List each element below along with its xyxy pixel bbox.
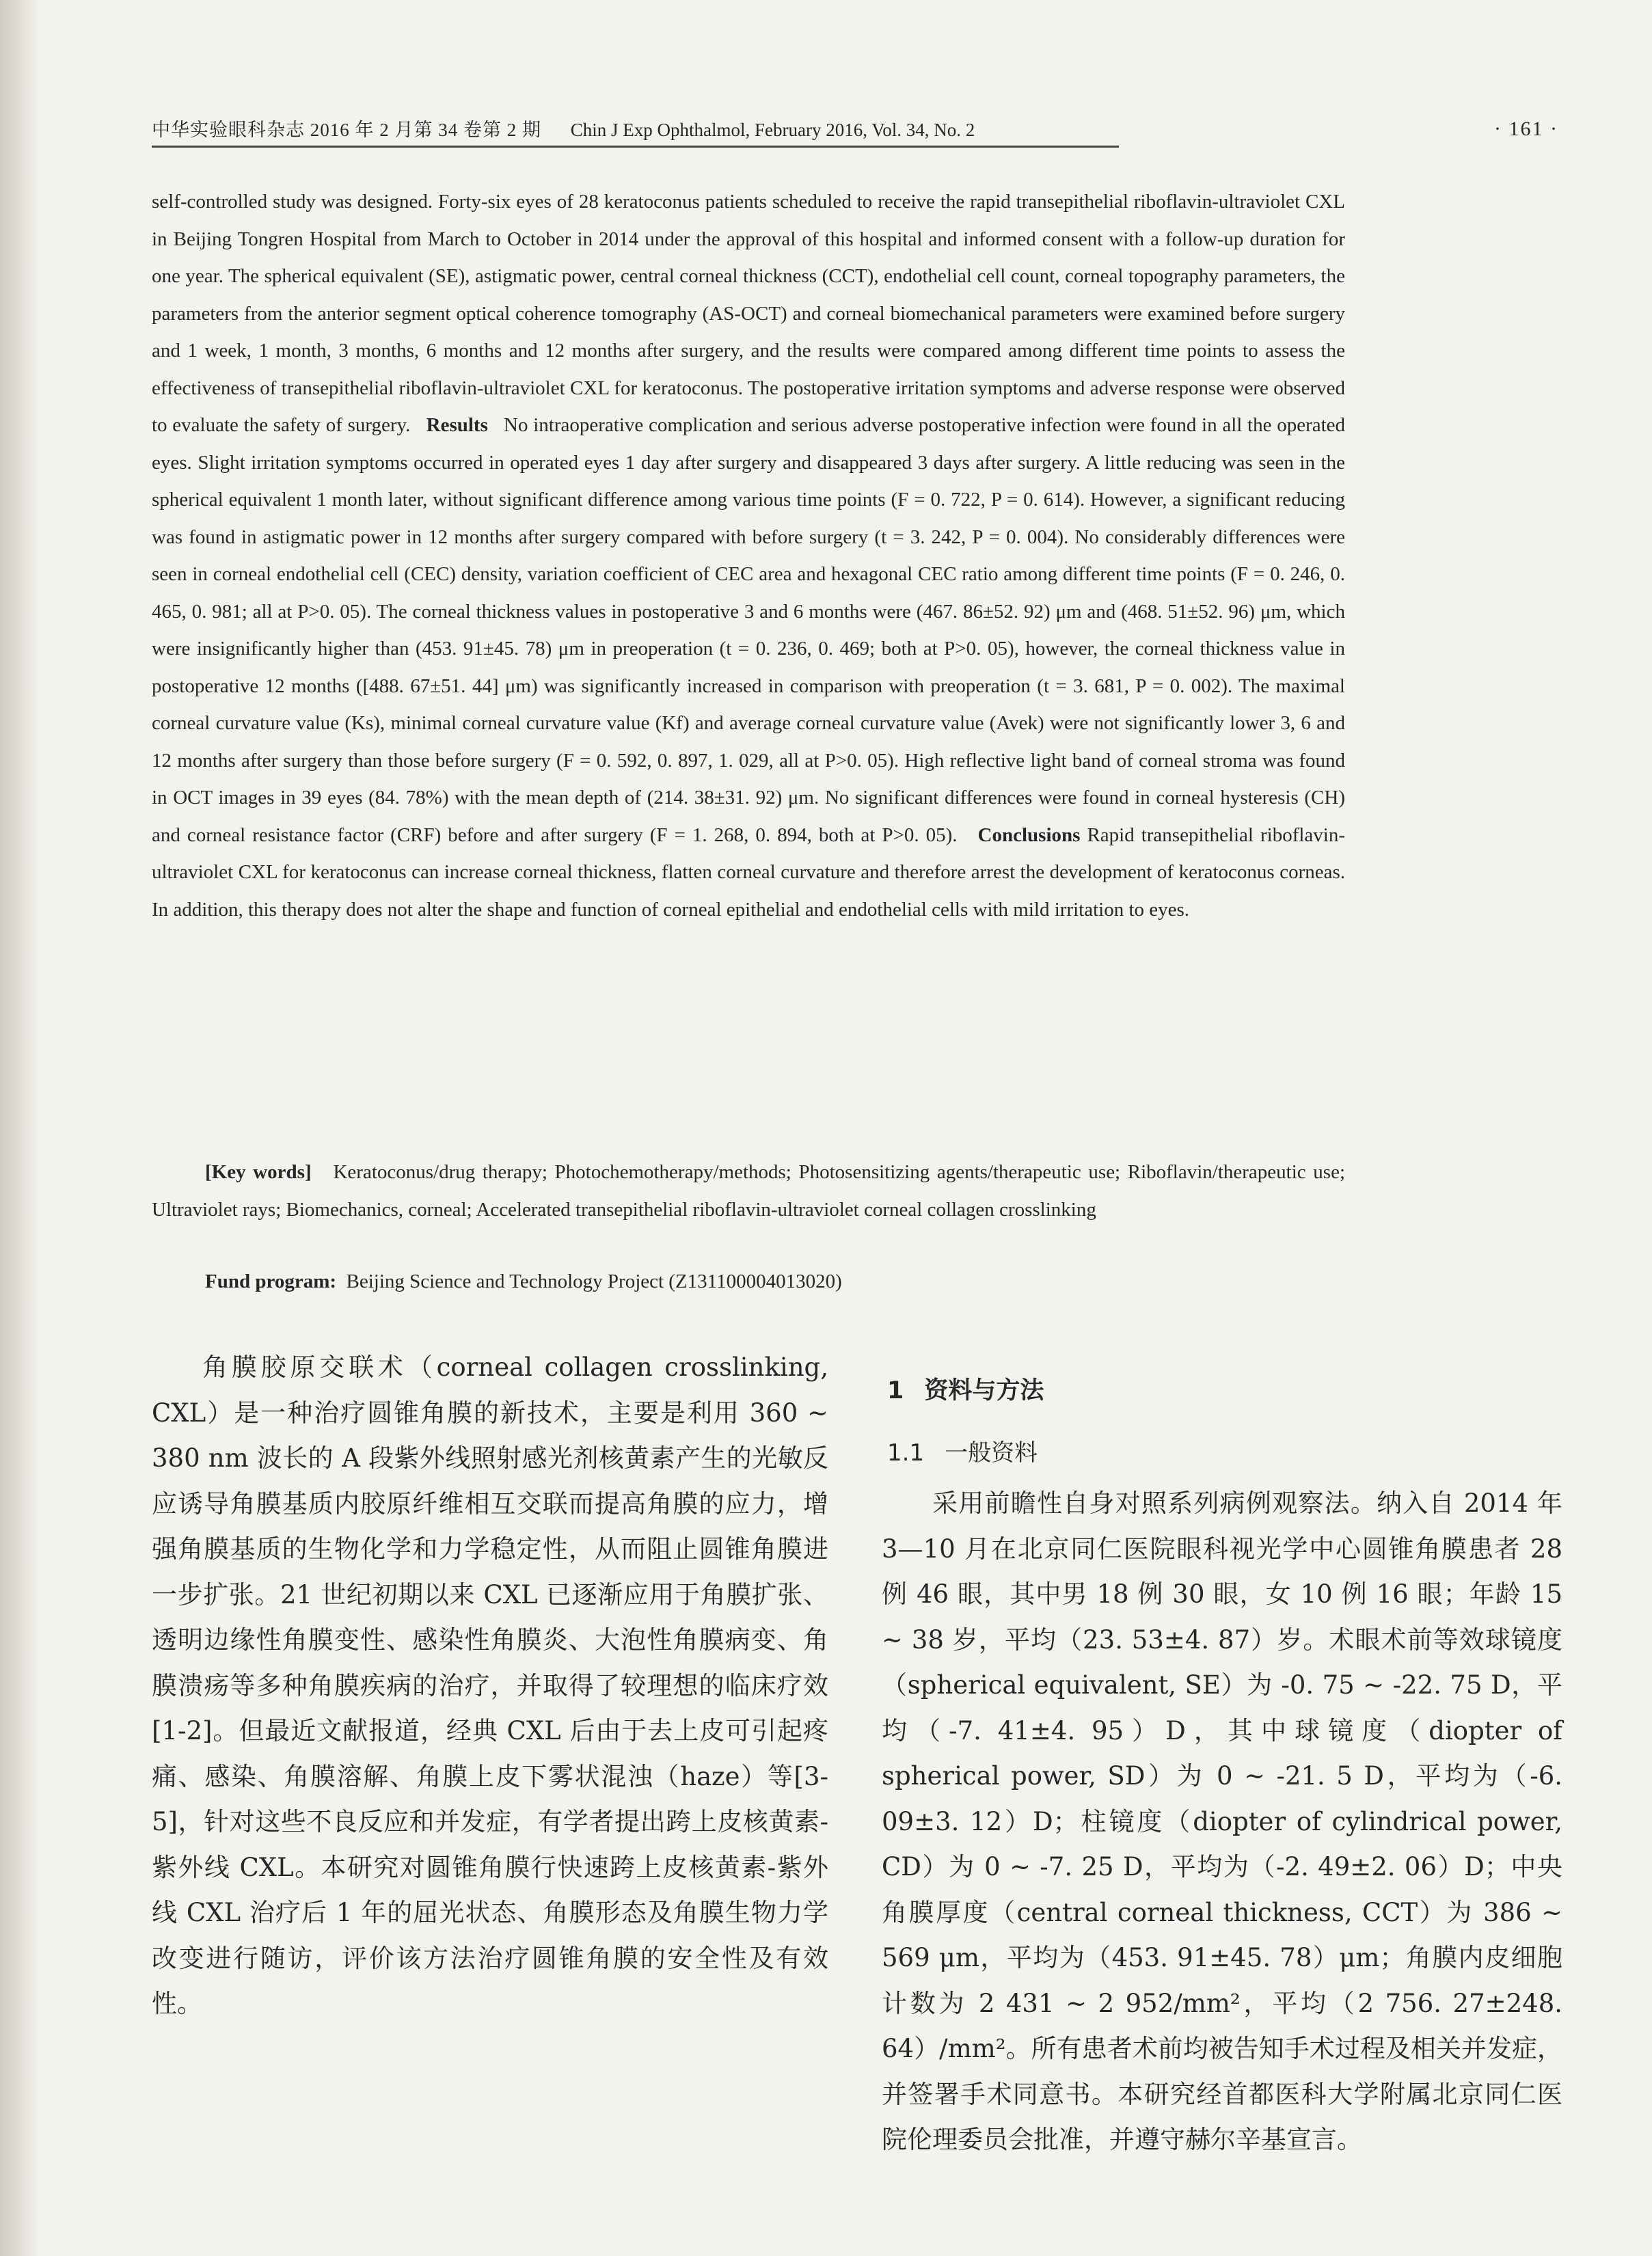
subsection-heading <box>887 1430 1562 1476</box>
section-title: 资料与方法 <box>924 1377 1044 1404</box>
fund-text: Beijing Science and Technology Project (Z131100004013020) <box>346 1270 842 1292</box>
journal-title-chinese: 中华实验眼科杂志 2016 年 2 月第 34 卷第 2 期 <box>152 120 541 140</box>
abstract-results-text: No intraoperative complication and serious adverse postoperative infection were found in all the operated eyes. Slight irritation symptoms occurred in operated eyes 1 day after surgery and disappeared 3 days after surgery. A little reducing was seen in the spherical equivalent 1 month later, without significant difference among various time points (F = 0. 722, P = 0. 614). However, a significant reducing was found in astigmatic power in 12 months after surgery compared with before surgery (t = 3. 242, P = 0. 004). No considerably differences were seen in corneal endothelial cell (CEC) density, variation coefficient of CEC area and hexagonal CEC ratio among different time points (F = 0. 246, 0. 465, 0. 981; all at P>0. 05). The corneal thickness values in postoperative 3 and 6 months were (467. 86±52. 92) μm and (468. 51±52. 96) μm, which were insignificantly higher than (453. 91±45. 78) μm in preoperation (t = 0. 236, 0. 469; both at P>0. 05), however, the corneal thickness value in postoperative 12 months ([488. 67±51. 44] μm) was significantly increased in comparison with preoperation (t = 3. 681, P = 0. 002). The maximal corneal curvature value (Ks), minimal corneal curvature value (Kf) and average corneal curvature value (Avek) were not significantly lower 3, 6 and 12 months after surgery than those before surgery (F = 0. 592, 0. 897, 1. 029, all at P>0. 05). High reflective light band of corneal stroma was found in OCT images in 39 eyes (84. 78%) with the mean depth of (214. 38±31. 92) μm. No significant differences were found in corneal hysteresis (CH) and corneal resistance factor (CRF) before and after surgery (F = 1. 268, 0. 894, both at P>0. 05). <box>152 414 1346 846</box>
results-label: Results <box>426 414 488 436</box>
running-header <box>152 115 1119 148</box>
left-column <box>152 1345 828 2027</box>
abstract-conclusions-text: Rapid transepithelial riboflavin-ultraviolet CXL for keratoconus can increase corneal thickness, flatten corneal curvature and therefore arrest the development of keratoconus corneas. In addition, this therapy does not alter the shape and function of corneal epithelial and endothelial cells with mild irritation to eyes. <box>152 824 1345 921</box>
keywords-label: [Key words] <box>205 1161 312 1183</box>
keywords <box>152 1154 1345 1228</box>
keywords-text: Keratoconus/drug therapy; Photochemotherapy/methods; Photosensitizing agents/therapeutic use; Riboflavin/therapeutic use; Ultraviolet rays; Biomechanics, corneal; Accelerated transepithelial riboflavin-ultraviolet corneal collagen crosslinking <box>152 1161 1345 1221</box>
page-number: · 161 · <box>1494 118 1558 140</box>
page-binding-shadow <box>0 0 40 2256</box>
fund-program <box>205 1263 1345 1301</box>
subsection-number: 1.1 <box>887 1439 925 1467</box>
section-heading <box>887 1368 1562 1414</box>
conclusions-label: Conclusions <box>977 824 1081 846</box>
methods-paragraph: 采用前瞻性自身对照系列病例观察法。纳入自 2014 年 3—10 月在北京同仁医院眼科视光学中心圆锥角膜患者 28 例 46 眼，其中男 18 例 30 眼，女 10 例 16 眼；年龄 15 ~ 38 岁，平均（23. 53±4. 87）岁。术眼术前等效球镜度（spherical equivalent, SE）为 -0. 75 ~ -22. 75 D，平均（-7. 41±4. 95）D，其中球镜度（diopter of spherical power, SD）为 0 ~ -21. 5 D，平均为（-6. 09±3. 12）D；柱镜度（diopter of cylindrical power, CD）为 0 ~ -7. 25 D，平均为（-2. 49±2. 06）D；中央角膜厚度（central corneal thickness, CCT）为 386 ~ 569 μm，平均为（453. 91±45. 78）μm；角膜内皮细胞计数为 2 431 ~ 2 952/mm²，平均（2 756. 27±248. 64）/mm²。所有患者术前均被告知手术过程及相关并发症，并签署手术同意书。本研究经首都医科大学附属北京同仁医院伦理委员会批准，并遵守赫尔辛基宣言。 <box>882 1489 1562 2154</box>
subsection-title: 一般资料 <box>945 1439 1038 1467</box>
english-abstract <box>152 183 1345 928</box>
abstract-methods-text: self-controlled study was designed. Forty-six eyes of 28 keratoconus patients scheduled to receive the rapid transepithelial riboflavin-ultraviolet CXL in Beijing Tongren Hospital from March to October in 2014 under the approval of this hospital and informed consent with a follow-up duration for one year. The spherical equivalent (SE), astigmatic power, central corneal thickness (CCT), endothelial cell count, corneal topography parameters, the parameters from the anterior segment optical coherence tomography (AS-OCT) and corneal biomechanical parameters were examined before surgery and 1 week, 1 month, 3 months, 6 months and 12 months after surgery, and the results were compared among different time points to assess the effectiveness of transepithelial riboflavin-ultraviolet CXL for keratoconus. The postoperative irritation symptoms and adverse response were observed to evaluate the safety of surgery. <box>152 191 1345 436</box>
intro-paragraph: 角膜胶原交联术（corneal collagen crosslinking, CXL）是一种治疗圆锥角膜的新技术，主要是利用 360 ~ 380 nm 波长的 A 段紫外线照射感光剂核黄素产生的光敏反应诱导角膜基质内胶原纤维相互交联而提高角膜的应力，增强角膜基质的生物化学和力学稳定性，从而阻止圆锥角膜进一步扩张。21 世纪初期以来 CXL 已逐渐应用于角膜扩张、透明边缘性角膜变性、感染性角膜炎、大泡性角膜病变、角膜溃疡等多种角膜疾病的治疗，并取得了较理想的临床疗效[1-2]。但最近文献报道，经典 CXL 后由于去上皮可引起疼痛、感染、角膜溶解、角膜上皮下雾状混浊（haze）等[3-5]，针对这些不良反应和并发症，有学者提出跨上皮核黄素-紫外线 CXL。本研究对圆锥角膜行快速跨上皮核黄素-紫外线 CXL 治疗后 1 年的屈光状态、角膜形态及角膜生物力学改变进行随访，评价该方法治疗圆锥角膜的安全性及有效性。 <box>152 1353 828 2018</box>
section-number: 1 <box>887 1377 904 1404</box>
journal-title-english: Chin J Exp Ophthalmol, February 2016, Vol. 34, No. 2 <box>570 120 975 140</box>
right-column <box>882 1345 1562 2163</box>
fund-label: Fund program: <box>205 1270 337 1292</box>
